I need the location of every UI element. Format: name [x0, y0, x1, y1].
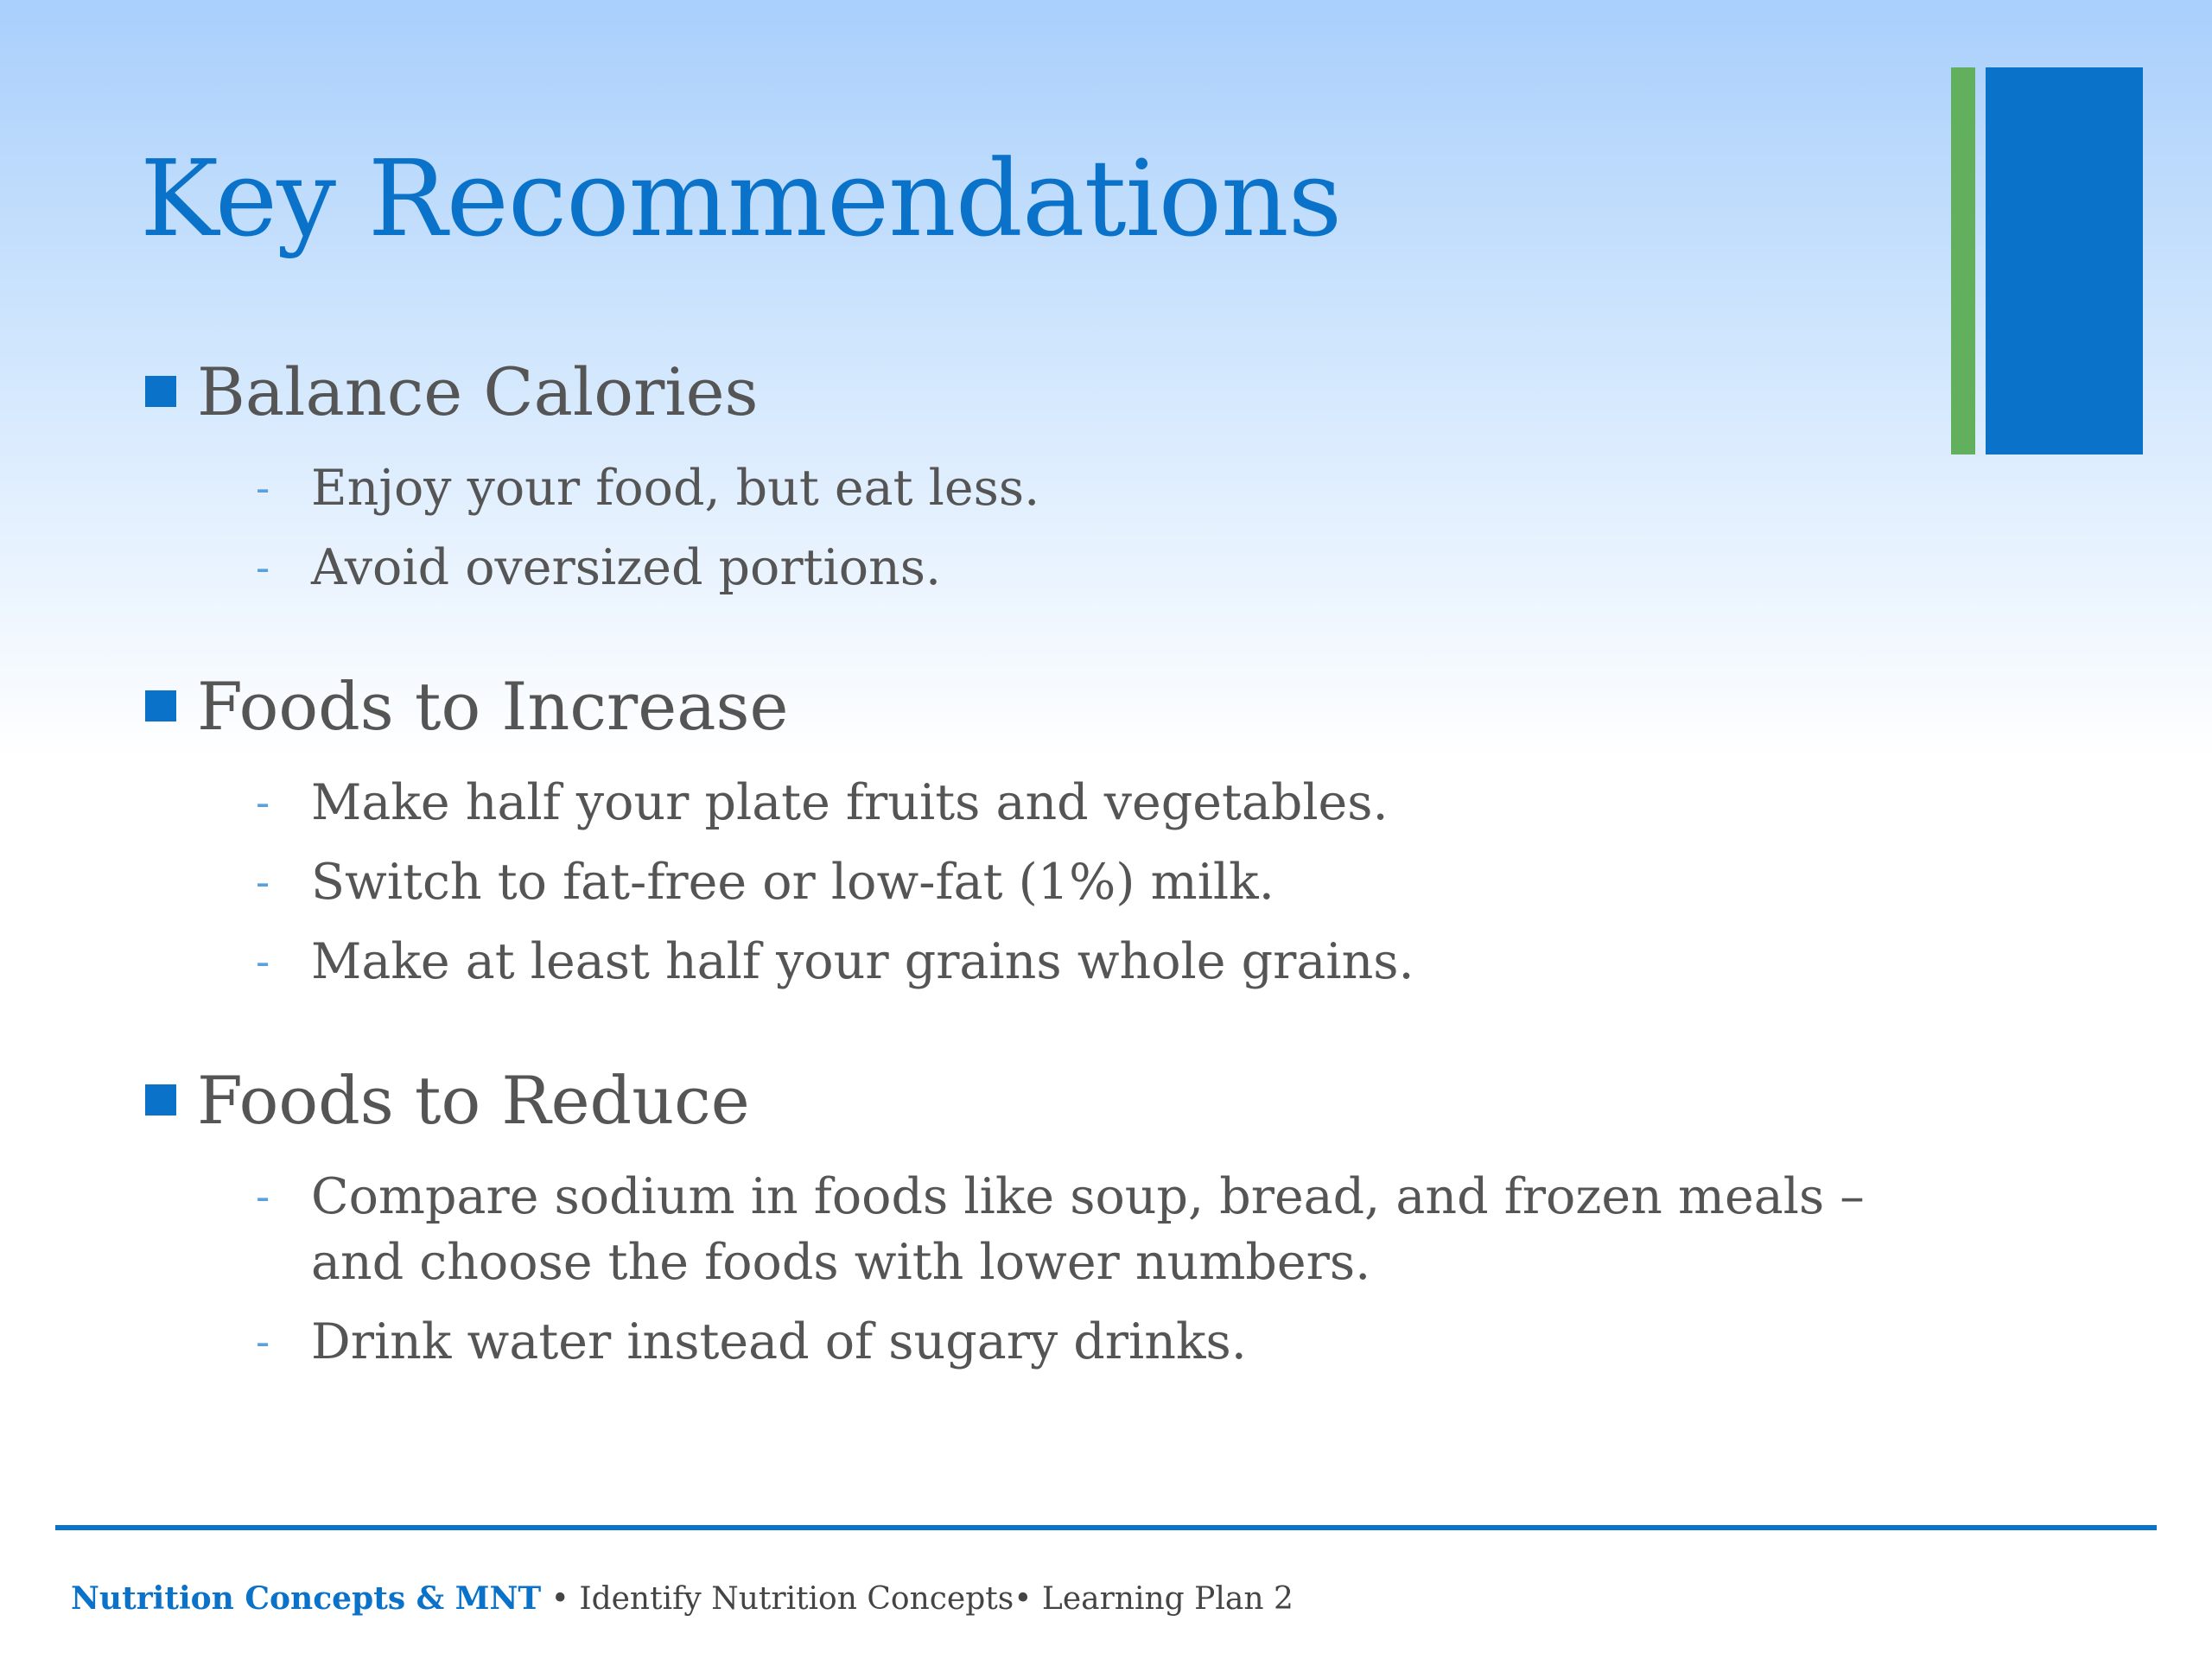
footer-topic: Identify Nutrition Concepts [579, 1581, 1014, 1617]
footer-divider [55, 1525, 2157, 1530]
dash-bullet-icon: - [256, 858, 270, 906]
list-item-text: Make at least half your grains whole grains. [311, 933, 1414, 990]
blue-accent-block [1986, 67, 2143, 454]
list-item [145, 929, 1960, 995]
bullet-list [145, 770, 1960, 995]
dash-bullet-icon: - [256, 938, 270, 986]
list-item [145, 455, 1960, 521]
section-heading-text: Balance Calories [197, 353, 759, 430]
square-bullet-icon [145, 690, 176, 721]
list-item [145, 770, 1960, 836]
list-item-text: Switch to fat-free or low-fat (1%) milk. [311, 854, 1274, 911]
slide-title: Key Recommendations [140, 137, 1342, 260]
section-heading-text: Foods to Increase [197, 667, 789, 745]
list-item-text: Compare sodium in foods like soup, bread, and frozen meals – and choose the foods with lower numbers. [311, 1168, 1865, 1291]
footer-separator: • [550, 1581, 569, 1617]
dash-bullet-icon: - [256, 1173, 270, 1221]
section-balance-calories [145, 341, 1960, 601]
bullet-list [145, 1164, 1960, 1375]
list-item [145, 1164, 1960, 1295]
bullet-list [145, 455, 1960, 601]
dash-bullet-icon: - [256, 464, 270, 512]
dash-bullet-icon: - [256, 543, 270, 592]
section-heading [145, 341, 1960, 442]
square-bullet-icon [145, 376, 176, 407]
section-foods-to-increase [145, 656, 1960, 995]
section-foods-to-reduce [145, 1050, 1960, 1375]
footer-separator: • [1014, 1581, 1033, 1617]
list-item-text: Avoid oversized portions. [311, 539, 942, 596]
section-heading [145, 1050, 1960, 1150]
list-item [145, 535, 1960, 601]
square-bullet-icon [145, 1084, 176, 1116]
footer-learning-plan: Learning Plan 2 [1041, 1581, 1294, 1617]
footer-course-name: Nutrition Concepts & MNT [71, 1580, 542, 1617]
list-item-text: Drink water instead of sugary drinks. [311, 1313, 1247, 1370]
list-item [145, 1309, 1960, 1375]
list-item [145, 849, 1960, 915]
section-heading-text: Foods to Reduce [197, 1061, 750, 1139]
section-heading [145, 656, 1960, 756]
list-item-text: Enjoy your food, but eat less. [311, 460, 1040, 517]
footer [71, 1576, 1294, 1622]
dash-bullet-icon: - [256, 779, 270, 827]
slide-content [145, 341, 1960, 1375]
list-item-text: Make half your plate fruits and vegetables. [311, 774, 1389, 831]
dash-bullet-icon: - [256, 1318, 270, 1366]
